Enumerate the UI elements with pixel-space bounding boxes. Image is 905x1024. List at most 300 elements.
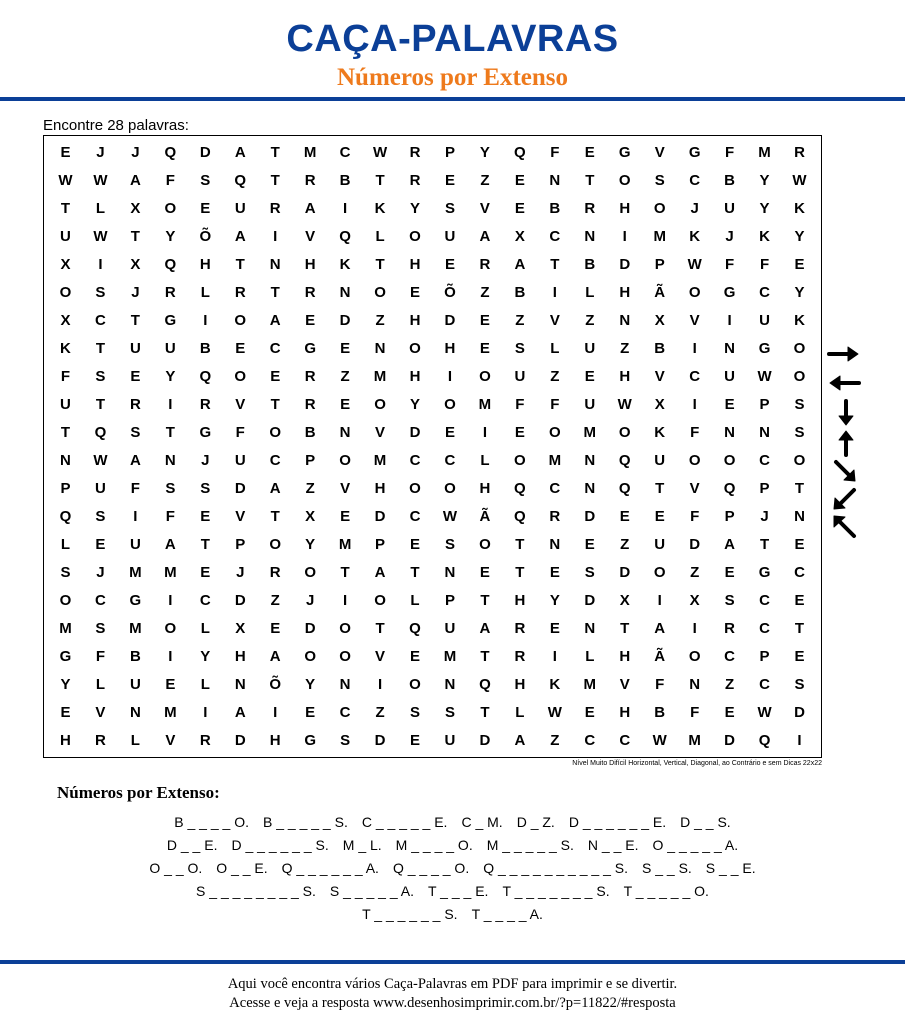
grid-cell: F	[550, 395, 560, 413]
word-list-title: Números por Extenso:	[57, 783, 220, 802]
grid-cell: E	[95, 536, 106, 554]
grid-cell: G	[129, 592, 142, 610]
grid-cell: S	[200, 480, 211, 498]
grid-cell: A	[514, 255, 526, 273]
grid-cell: E	[794, 536, 805, 554]
grid-cell: D	[584, 508, 596, 526]
grid-cell: K	[374, 199, 386, 217]
grid-cell: W	[93, 171, 108, 189]
grid-cell: P	[60, 480, 71, 498]
grid-cell: V	[340, 480, 351, 498]
grid-cell: F	[60, 367, 71, 385]
grid-cell: E	[444, 171, 455, 189]
grid-cell: R	[304, 367, 316, 385]
grid-cell: N	[619, 311, 631, 329]
arrow-left-icon	[830, 376, 859, 390]
grid-cell: I	[168, 592, 173, 610]
grid-cell: H	[234, 648, 246, 666]
grid-cell: R	[199, 732, 211, 750]
word-clue: C _ _ _ _ _ E.	[361, 813, 448, 830]
grid-cell: E	[200, 199, 211, 217]
grid-cell: E	[130, 367, 141, 385]
grid-cell: R	[304, 283, 316, 301]
grid-cell: F	[690, 704, 700, 722]
grid-cell: I	[692, 339, 697, 357]
grid-cell: B	[724, 171, 736, 189]
grid-cell: W	[58, 171, 73, 189]
word-clue: O _ _ O.	[149, 859, 203, 876]
grid-cell: R	[409, 143, 421, 161]
footer	[0, 975, 905, 1013]
grid-cell: E	[305, 704, 316, 722]
grid-cell: N	[339, 423, 351, 441]
grid-cell: F	[725, 143, 735, 161]
arrow-down-left-icon	[834, 490, 854, 509]
grid-cell: N	[584, 227, 596, 245]
grid-cell: E	[479, 311, 490, 329]
grid-cell: S	[724, 592, 735, 610]
grid-cell: R	[514, 648, 526, 666]
grid-cell: V	[654, 367, 665, 385]
grid-cell: O	[59, 283, 72, 301]
footer-divider	[0, 960, 905, 964]
grid-cell: X	[60, 255, 71, 273]
grid-cell: G	[688, 143, 701, 161]
grid-cell: Q	[339, 227, 351, 245]
grid-cell: E	[479, 564, 490, 582]
grid-cell: I	[168, 395, 173, 413]
grid-cell: T	[515, 564, 525, 582]
grid-cell: L	[130, 732, 140, 750]
word-clue: S _ _ _ _ _ A.	[329, 882, 414, 899]
grid-cell: F	[130, 480, 140, 498]
grid-cell: Q	[164, 143, 177, 161]
grid-cell: K	[339, 255, 351, 273]
grid-cell: E	[514, 199, 525, 217]
grid-cell: O	[374, 592, 386, 610]
grid-cell: M	[373, 367, 387, 385]
word-clue: Q _ _ _ _ _ _ _ _ _ _ S.	[483, 859, 628, 876]
grid-cell: Ã	[479, 508, 491, 526]
grid-cell: S	[794, 423, 805, 441]
grid-cell: C	[339, 704, 351, 722]
grid-cell: O	[164, 620, 177, 638]
grid-cell: V	[654, 143, 665, 161]
grid-cell: U	[444, 732, 456, 750]
grid-cell: B	[199, 339, 211, 357]
grid-cell: M	[338, 536, 352, 554]
word-clue: S _ _ E.	[705, 859, 756, 876]
grid-cell: C	[95, 592, 106, 610]
grid-cell: X	[654, 395, 665, 413]
grid-cell: D	[234, 592, 246, 610]
grid-cell: Q	[618, 452, 631, 469]
grid-cell: M	[164, 704, 177, 722]
grid-cell: I	[692, 395, 697, 413]
word-clue: B _ _ _ _ _ S.	[263, 813, 348, 830]
grid-cell: T	[95, 395, 106, 413]
grid-cell: A	[269, 648, 281, 666]
grid-cell: C	[339, 143, 351, 161]
grid-cell: C	[759, 452, 770, 469]
grid-cell: V	[235, 395, 246, 413]
grid-cell: E	[60, 704, 71, 722]
grid-cell: P	[444, 143, 455, 161]
grid-cell: D	[234, 732, 246, 750]
grid-cell: B	[129, 648, 141, 666]
grid-cell: Q	[758, 732, 771, 750]
grid-cell: T	[165, 423, 175, 441]
grid-cell: O	[269, 536, 282, 554]
grid-cell: A	[724, 536, 736, 554]
grid-cell: F	[165, 171, 175, 189]
grid-cell: E	[340, 339, 351, 357]
grid-cell: S	[794, 395, 805, 413]
grid-cell: S	[200, 171, 211, 189]
grid-cell: T	[759, 536, 770, 554]
grid-cell: Y	[410, 395, 421, 413]
grid-cell: C	[619, 732, 631, 750]
grid-cell: O	[164, 199, 177, 217]
grid-cell: H	[444, 339, 456, 357]
grid-cell: O	[374, 395, 386, 413]
grid-cell: N	[374, 339, 386, 357]
grid-cell: J	[305, 592, 315, 610]
grid-cell: U	[654, 452, 666, 469]
grid-cell: P	[375, 536, 386, 554]
grid-cell: J	[690, 199, 699, 217]
grid-cell: N	[60, 452, 71, 469]
grid-cell: F	[725, 255, 735, 273]
grid-cell: Y	[305, 676, 316, 694]
difficulty-note: Nível Muito Difícil Horizontal, Vertical, Diagonal, ao Contrário e sem Dicas 22x22	[572, 760, 822, 767]
grid-cell: E	[549, 564, 560, 582]
word-clue: C _ M.	[461, 813, 503, 830]
grid-cell: Z	[550, 367, 560, 385]
word-clue: T _ _ _ _ _ O.	[623, 882, 709, 899]
grid-cell: G	[59, 648, 72, 666]
grid-cell: O	[234, 367, 247, 385]
grid-cell: K	[549, 676, 561, 694]
grid-cell: L	[60, 536, 71, 554]
grid-cell: H	[619, 648, 631, 666]
grid-cell: C	[689, 367, 701, 385]
word-clue: M _ _ _ _ _ S.	[486, 836, 574, 853]
grid-cell: W	[757, 367, 772, 385]
grid-cell: T	[585, 171, 595, 189]
grid-cell: X	[305, 508, 316, 526]
grid-cell: M	[129, 620, 142, 638]
grid-cell: N	[129, 704, 141, 722]
grid-cell: U	[60, 227, 71, 245]
grid-cell: U	[444, 620, 456, 638]
direction-arrows	[826, 338, 862, 548]
grid-cell: V	[375, 423, 386, 441]
grid-cell: U	[724, 367, 736, 385]
grid-cell: T	[270, 143, 280, 161]
grid-cell: D	[689, 536, 701, 554]
grid-cell: N	[724, 423, 736, 441]
grid-cell: N	[444, 676, 456, 694]
grid-cell: O	[409, 480, 421, 498]
grid-cell: L	[95, 199, 106, 217]
grid-cell: E	[584, 143, 595, 161]
arrow-up-left-icon	[834, 516, 854, 536]
grid-cell: A	[479, 620, 491, 638]
grid-cell: E	[270, 620, 281, 638]
grid-cell: Y	[549, 592, 560, 610]
grid-cell: H	[199, 255, 211, 273]
grid-cell: H	[514, 676, 526, 694]
grid-cell: T	[515, 536, 525, 554]
grid-cell: X	[619, 592, 630, 610]
grid-cell: O	[653, 199, 666, 217]
word-clue: T _ _ _ _ _ _ S.	[362, 905, 458, 922]
grid-cell: I	[552, 648, 557, 666]
word-clue: T _ _ _ _ A.	[471, 905, 543, 922]
grid-cell: N	[339, 676, 351, 694]
grid-cell: Z	[375, 311, 385, 329]
grid-cell: Z	[480, 283, 490, 301]
grid-cell: Q	[514, 508, 526, 526]
grid-cell: D	[374, 508, 386, 526]
grid-cell: M	[478, 395, 492, 413]
grid-cell: Y	[759, 171, 770, 189]
grid-cell: L	[515, 704, 525, 722]
grid-cell: W	[372, 143, 388, 161]
grid-cell: Õ	[199, 227, 212, 245]
grid-cell: Y	[60, 676, 71, 694]
grid-cell: O	[409, 676, 421, 694]
grid-cell: W	[757, 704, 772, 722]
grid-cell: A	[304, 199, 316, 217]
word-list-line	[0, 879, 905, 902]
grid-cell: E	[619, 508, 630, 526]
grid-cell: E	[200, 564, 211, 582]
grid-cell: C	[724, 648, 736, 666]
grid-cell: G	[758, 339, 771, 357]
grid-cell: H	[514, 592, 526, 610]
grid-cell: O	[304, 648, 316, 666]
grid-cell: M	[583, 423, 597, 441]
grid-cell: Z	[620, 339, 630, 357]
grid-cell: T	[794, 620, 805, 638]
arrow-down-icon	[839, 401, 853, 425]
grid-cell: W	[617, 395, 632, 413]
grid-cell: P	[305, 452, 316, 469]
grid-cell: A	[129, 452, 141, 469]
grid-cell: T	[130, 227, 140, 245]
grid-cell: E	[549, 620, 560, 638]
word-list-line	[0, 833, 905, 856]
grid-cell: E	[60, 143, 71, 161]
grid-cell: U	[234, 452, 246, 469]
grid-cell: O	[269, 423, 282, 441]
grid-cell: T	[60, 199, 71, 217]
grid-cell: Y	[305, 536, 316, 554]
grid-cell: P	[759, 648, 770, 666]
word-clue: D _ Z.	[516, 813, 555, 830]
grid-cell: I	[273, 227, 278, 245]
grid-cell: Q	[514, 143, 526, 161]
grid-cell: Q	[94, 423, 107, 441]
grid-cell: Õ	[444, 283, 456, 301]
grid-cell: U	[759, 311, 770, 329]
word-clue: S _ _ S.	[641, 859, 692, 876]
grid-cell: P	[759, 395, 770, 413]
grid-cell: T	[620, 620, 630, 638]
grid-cell: Ã	[654, 648, 666, 666]
grid-cell: L	[585, 648, 595, 666]
grid-cell: A	[234, 143, 246, 161]
grid-cell: K	[654, 423, 666, 441]
grid-cell: P	[444, 592, 455, 610]
grid-cell: E	[584, 704, 595, 722]
grid-cell: J	[96, 143, 105, 161]
grid-cell: O	[549, 423, 561, 441]
grid-cell: D	[724, 732, 736, 750]
grid-cell: P	[654, 255, 665, 273]
grid-cell: O	[234, 311, 247, 329]
word-list-line	[0, 856, 905, 879]
grid-cell: I	[273, 704, 278, 722]
grid-cell: I	[797, 732, 802, 750]
grid-cell: D	[199, 143, 211, 161]
grid-cell: Z	[515, 311, 525, 329]
grid-cell: Ã	[654, 283, 666, 301]
grid-cell: K	[759, 227, 770, 245]
grid-cell: I	[203, 704, 208, 722]
grid-cell: G	[618, 143, 631, 161]
grid-cell: L	[480, 452, 490, 469]
grid-cell: B	[584, 255, 596, 273]
grid-cell: U	[129, 536, 141, 554]
grid-cell: Y	[200, 648, 211, 666]
grid-cell: P	[759, 480, 770, 498]
grid-cell: R	[199, 395, 211, 413]
grid-cell: D	[584, 592, 596, 610]
grid-cell: R	[794, 143, 805, 161]
grid-cell: A	[654, 620, 666, 638]
grid-cell: S	[60, 564, 71, 582]
grid-cell: W	[652, 732, 667, 750]
grid-cell: F	[95, 648, 106, 666]
page-subtitle: Números por Extenso	[336, 64, 569, 91]
grid-cell: E	[584, 367, 595, 385]
word-clue: D _ _ _ _ _ _ E.	[568, 813, 667, 830]
grid-cell: N	[584, 620, 596, 638]
grid-cell: Z	[305, 480, 315, 498]
grid-cell: N	[689, 676, 701, 694]
grid-cell: A	[164, 536, 176, 554]
grid-cell: E	[235, 339, 246, 357]
grid-cell: S	[584, 564, 595, 582]
grid-cell: V	[305, 227, 316, 245]
grid-cell: M	[164, 564, 177, 582]
grid-cell: D	[234, 480, 246, 498]
grid-cell: S	[165, 480, 176, 498]
grid-cell: V	[549, 311, 560, 329]
grid-cell: Õ	[269, 676, 282, 694]
grid-cell: H	[619, 704, 631, 722]
grid-cell: D	[339, 311, 351, 329]
grid-cell: E	[654, 508, 665, 526]
grid-cell: F	[235, 423, 245, 441]
grid-cell: W	[547, 704, 562, 722]
grid-cell: Y	[794, 283, 805, 301]
grid-cell: C	[759, 592, 770, 610]
grid-cell: X	[130, 199, 141, 217]
page-title: CAÇA-PALAVRAS	[286, 18, 619, 60]
grid-cell: M	[653, 227, 666, 245]
grid-cell: E	[340, 508, 351, 526]
grid-cell: S	[654, 171, 665, 189]
grid-cell: I	[168, 648, 173, 666]
grid-cell: U	[95, 480, 106, 498]
grid-cell: H	[409, 255, 421, 273]
grid-cell: H	[304, 255, 316, 273]
grid-cell: Z	[550, 732, 560, 750]
grid-cell: D	[619, 564, 631, 582]
grid-cell: M	[688, 732, 701, 750]
grid-cell: R	[549, 508, 561, 526]
grid-cell: C	[269, 452, 281, 469]
grid-cell: C	[444, 452, 456, 469]
grid-cell: O	[339, 620, 351, 638]
grid-cell: O	[339, 452, 351, 469]
grid-cell: T	[480, 592, 490, 610]
grid-cell: W	[687, 255, 702, 273]
grid-cell: K	[60, 339, 71, 357]
grid-cell: I	[203, 311, 208, 329]
grid-cell: D	[374, 732, 386, 750]
grid-cell: I	[692, 620, 697, 638]
grid-cell: B	[654, 339, 666, 357]
grid-cell: T	[270, 283, 280, 301]
header-divider	[0, 97, 905, 101]
grid-cell: R	[95, 732, 106, 750]
grid-cell: R	[304, 171, 316, 189]
grid-cell: W	[792, 171, 807, 189]
grid-cell: O	[688, 452, 701, 469]
grid-cell: J	[760, 508, 769, 526]
grid-cell: J	[96, 564, 105, 582]
grid-cell: I	[622, 227, 627, 245]
grid-cell: H	[619, 367, 631, 385]
grid-cell: F	[515, 395, 525, 413]
grid-cell: A	[234, 227, 246, 245]
grid-cell: R	[409, 171, 421, 189]
grid-cell: T	[130, 311, 140, 329]
grid-cell: V	[689, 480, 700, 498]
grid-cell: N	[164, 452, 176, 469]
grid-cell: Q	[618, 480, 631, 498]
grid-cell: V	[619, 676, 630, 694]
grid-cell: H	[479, 480, 491, 498]
grid-cell: M	[303, 143, 317, 161]
grid-cell: Y	[165, 227, 176, 245]
grid-cell: U	[584, 395, 596, 413]
grid-cell: E	[514, 423, 525, 441]
grid-cell: C	[409, 452, 421, 469]
grid-cell: E	[270, 367, 281, 385]
word-clue: N _ _ E.	[587, 836, 639, 853]
grid-cell: D	[304, 620, 316, 638]
grid-cell: X	[60, 311, 71, 329]
grid-cell: I	[377, 676, 383, 694]
grid-cell: J	[201, 452, 210, 469]
grid-cell: L	[550, 339, 560, 357]
